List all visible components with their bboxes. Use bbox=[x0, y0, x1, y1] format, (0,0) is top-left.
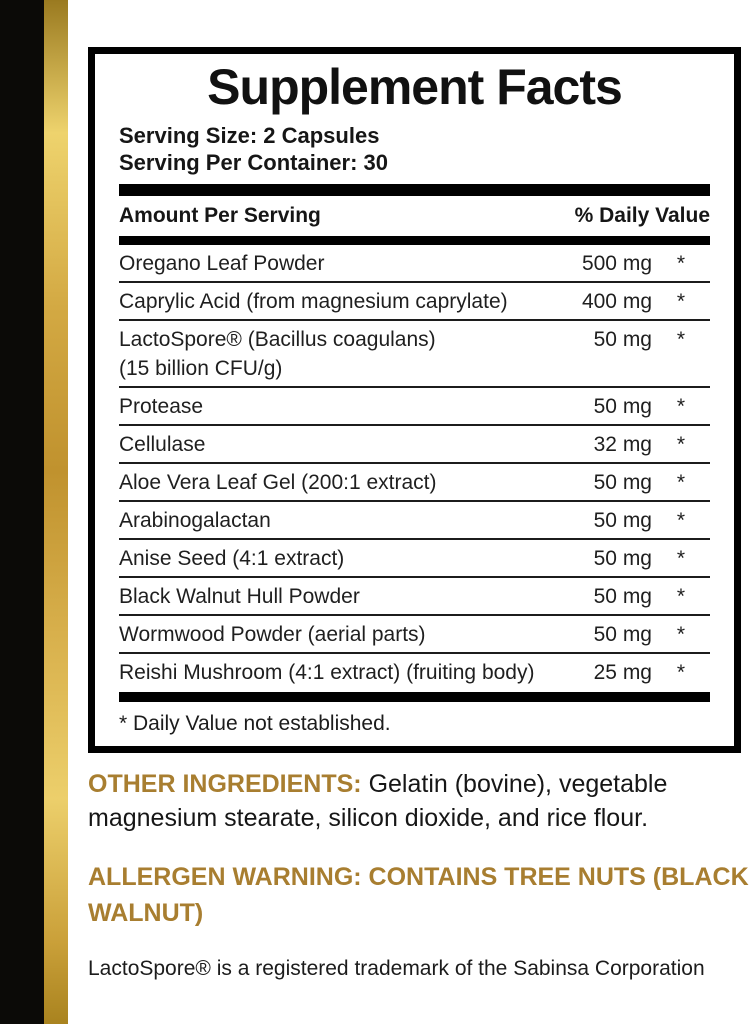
ingredient-row bbox=[119, 614, 710, 652]
ingredient-row bbox=[119, 538, 710, 576]
ingredient-dv: * bbox=[676, 623, 686, 646]
ingredient-name: Cellulase bbox=[119, 433, 206, 456]
ingredient-name-line2: (15 billion CFU/g) bbox=[119, 357, 283, 380]
ingredient-dv: * bbox=[676, 547, 686, 570]
divider-thick-top bbox=[119, 184, 710, 196]
ingredient-name: Black Walnut Hull Powder bbox=[119, 585, 360, 608]
ingredient-name: Protease bbox=[119, 395, 204, 418]
ingredient-name: LactoSpore® (Bacillus coagulans) (15 billion CFU/g) bbox=[119, 325, 567, 383]
ingredient-row bbox=[119, 245, 710, 281]
ingredient-row bbox=[119, 424, 710, 462]
ingredient-dv: * bbox=[676, 585, 686, 608]
ingredient-row bbox=[119, 652, 710, 690]
ingredient-dv: * bbox=[676, 290, 686, 313]
other-ingredients bbox=[88, 767, 750, 835]
amount-per-serving-header: Amount Per Serving bbox=[119, 204, 321, 227]
ingredient-dv: * bbox=[676, 433, 686, 456]
left-black-bar bbox=[0, 0, 44, 1024]
ingredient-row bbox=[119, 319, 710, 386]
ingredient-amount: 500 mg bbox=[581, 252, 652, 275]
ingredient-name: Aloe Vera Leaf Gel (200:1 extract) bbox=[119, 471, 437, 494]
ingredient-amount: 50 mg bbox=[593, 395, 652, 418]
supplement-facts-panel bbox=[88, 47, 741, 753]
ingredient-dv: * bbox=[676, 509, 686, 532]
ingredient-amount: 25 mg bbox=[593, 661, 652, 684]
ingredient-amount: 50 mg bbox=[593, 509, 652, 532]
serving-size: Serving Size: 2 Capsules bbox=[119, 123, 380, 148]
ingredient-row bbox=[119, 281, 710, 319]
gold-accent-stripe bbox=[44, 0, 68, 1024]
divider-medium bbox=[119, 236, 710, 245]
ingredient-name: Anise Seed (4:1 extract) bbox=[119, 547, 345, 570]
ingredient-row bbox=[119, 576, 710, 614]
ingredient-amount: 50 mg bbox=[593, 471, 652, 494]
divider-thick-bottom bbox=[119, 692, 710, 702]
ingredient-name: Wormwood Powder (aerial parts) bbox=[119, 623, 426, 646]
ingredient-dv: * bbox=[676, 252, 686, 275]
ingredient-amount: 50 mg bbox=[593, 547, 652, 570]
ingredient-dv: * bbox=[676, 661, 686, 684]
ingredient-dv: * bbox=[676, 395, 686, 418]
ingredient-rows bbox=[119, 245, 710, 690]
daily-value-header: % Daily Value bbox=[574, 204, 710, 227]
panel-title: Supplement Facts bbox=[207, 59, 622, 115]
ingredient-amount: 400 mg bbox=[581, 290, 652, 313]
label-content bbox=[88, 47, 750, 983]
ingredient-amount: 50 mg bbox=[593, 585, 652, 608]
ingredient-amount: 32 mg bbox=[593, 433, 652, 456]
column-header-row bbox=[119, 196, 710, 236]
ingredient-name: Oregano Leaf Powder bbox=[119, 252, 325, 275]
ingredient-row bbox=[119, 500, 710, 538]
other-ingredients-text: Gelatin (bovine), vegetable magnesium stearate, silicon dioxide, and rice flour. bbox=[88, 770, 668, 832]
ingredient-row bbox=[119, 386, 710, 424]
allergen-warning: ALLERGEN WARNING: CONTAINS TREE NUTS (BLACK WALNUT) bbox=[88, 863, 749, 927]
ingredient-dv: * bbox=[676, 328, 686, 351]
ingredient-row bbox=[119, 462, 710, 500]
daily-value-footnote: * Daily Value not established. bbox=[119, 712, 391, 735]
ingredient-amount: 50 mg bbox=[593, 623, 652, 646]
ingredient-amount: 50 mg bbox=[593, 328, 652, 351]
ingredient-dv: * bbox=[676, 471, 686, 494]
other-ingredients-label: OTHER INGREDIENTS: bbox=[88, 770, 362, 798]
trademark-note: LactoSpore® is a registered trademark of the Sabinsa Corporation bbox=[88, 957, 705, 980]
servings-per-container: Serving Per Container: 30 bbox=[119, 150, 388, 175]
ingredient-name: Reishi Mushroom (4:1 extract) (fruiting body) bbox=[119, 661, 535, 684]
ingredient-name: Caprylic Acid (from magnesium caprylate) bbox=[119, 290, 508, 313]
ingredient-name: Arabinogalactan bbox=[119, 509, 271, 532]
